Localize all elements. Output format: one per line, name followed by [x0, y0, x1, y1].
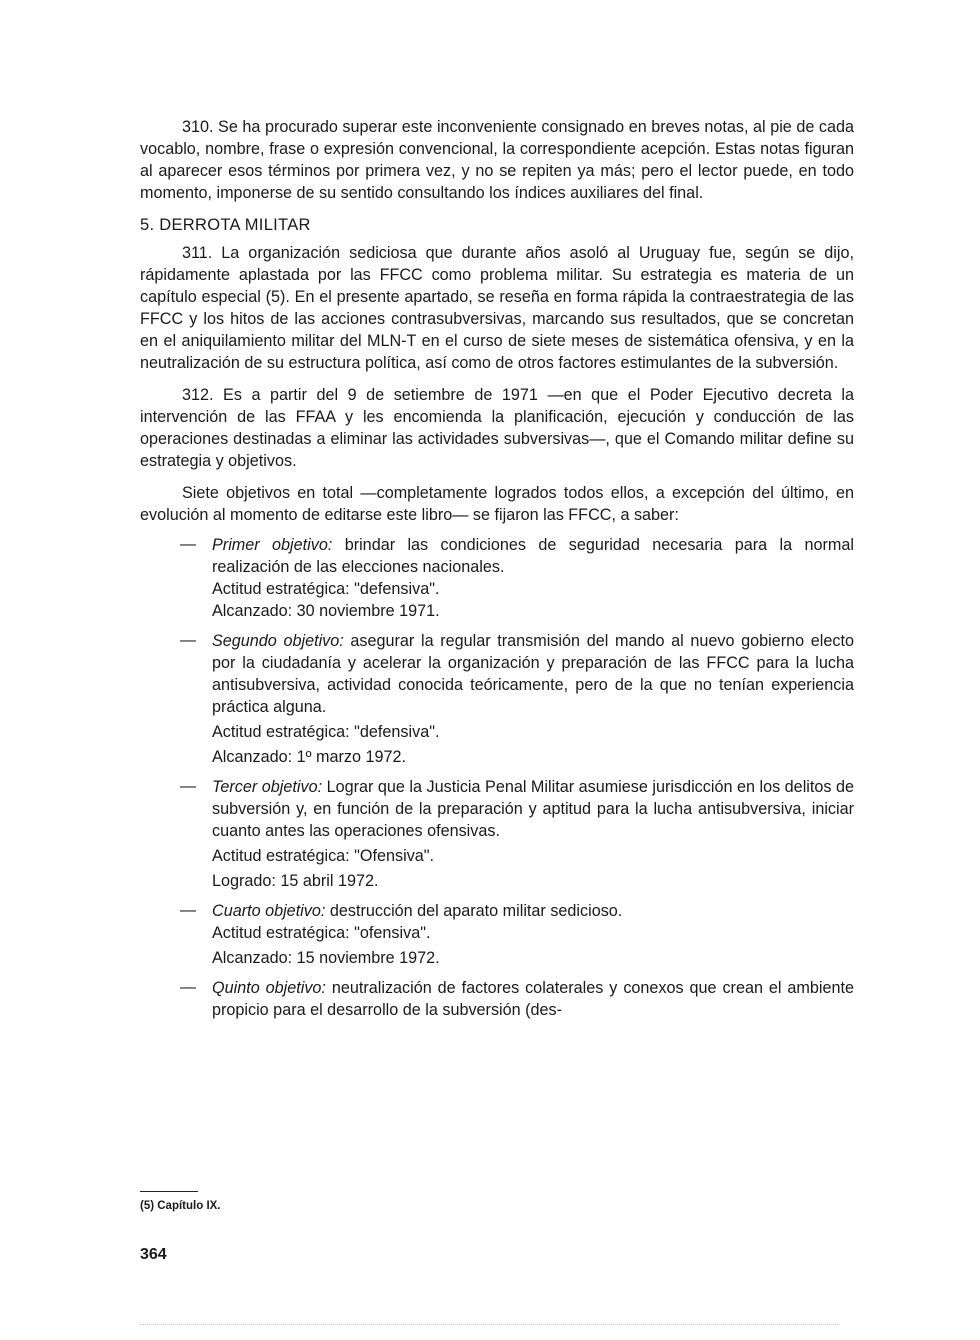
footnote-divider [140, 1191, 198, 1192]
page-number: 364 [140, 1246, 167, 1263]
objective-text: asegurar la regular transmisión del mando al nuevo gobierno electo por la ciudadanía y acelerar la organización y preparación de las FFCC para la lucha antisubversiva, actividad conocida teóricamente, pero de la que no tenían experiencia práctica alguna. [212, 632, 854, 716]
dash-marker: — [180, 778, 196, 795]
objective-item-4 [140, 900, 854, 969]
dash-marker: — [180, 902, 196, 919]
objectives-intro: Siete objetivos en total —completamente logrados todos ellos, a excepción del último, en evolución al momento de editarse este libro— se fijaron las FFCC, a saber: [140, 484, 854, 524]
objective-text: Lograr que la Justicia Penal Militar asumiese jurisdicción en los delitos de subversión y, en función de la preparación y aptitud para la lucha antisubversiva, iniciar cuanto antes las operaciones ofensivas. [212, 778, 854, 840]
objective-label: Primer objetivo: [212, 536, 333, 554]
objective-item-2 [140, 630, 854, 768]
objective-label: Tercer objetivo: [212, 778, 323, 796]
objective-label: Segundo objetivo: [212, 632, 344, 650]
objective-label: Quinto objetivo: [212, 979, 326, 997]
objective-status: Alcanzado: 1º marzo 1972. [212, 748, 406, 766]
objective-attitude: Actitud estratégica: "defensiva". [212, 723, 440, 741]
objective-text: brindar las condiciones de seguridad necesaria para la normal realización de las elecciones nacionales. [212, 536, 854, 576]
objective-attitude: Actitud estratégica: "ofensiva". [212, 924, 431, 942]
objective-item-5 [140, 977, 854, 1021]
objective-status: Alcanzado: 15 noviembre 1972. [212, 949, 440, 967]
objective-item-3 [140, 776, 854, 892]
scan-artifact-line [140, 1324, 840, 1325]
dash-marker: — [180, 979, 196, 996]
objective-label: Cuarto objetivo: [212, 902, 326, 920]
footnote: (5) Capítulo IX. [140, 1200, 221, 1212]
objective-attitude: Actitud estratégica: "defensiva". [212, 580, 440, 598]
objective-item-1 [140, 534, 854, 622]
paragraph-310: 310. Se ha procurado superar este inconveniente consignado en breves notas, al pie de cada vocablo, nombre, frase o expresión convencional, la correspondiente acepción. Estas notas figuran al aparecer esos términos por primera vez, y no se repiten ya más; pero el lector puede, en todo momento, imponerse de su sentido consultando los índices auxiliares del final. [140, 118, 854, 202]
paragraph-312: 312. Es a partir del 9 de setiembre de 1971 —en que el Poder Ejecutivo decreta la intervención de las FFAA y les encomienda la planificación, ejecución y conducción de las operaciones destinadas a eliminar las actividades subversivas—, que el Comando militar define su estrategia y objetivos. [140, 386, 854, 470]
objective-attitude: Actitud estratégica: "Ofensiva". [212, 847, 435, 865]
dash-marker: — [180, 632, 196, 649]
objective-status: Alcanzado: 30 noviembre 1971. [212, 602, 440, 620]
objective-status: Logrado: 15 abril 1972. [212, 872, 379, 890]
objective-text: neutralización de factores colaterales y conexos que crean el ambiente propicio para el desarrollo de la subversión (des- [212, 979, 855, 1019]
page-body [140, 116, 854, 1021]
paragraph-311: 311. La organización sediciosa que durante años asoló al Uruguay fue, según se dijo, rápidamente aplastada por las FFCC como problema militar. Su estrategia es materia de un capítulo especial (5). En el presente apartado, se reseña en forma rápida la contraestrategia de las FFCC y los hitos de las acciones contrasubversivas, marcando sus resultados, que se concretan en el aniquilamiento militar del MLN-T en el curso de siete meses de sistemática ofensiva, y en la neutralización de su estructura política, así como de otros factores estimulantes de la subversión. [140, 244, 854, 372]
section-heading: 5. DERROTA MILITAR [140, 216, 311, 234]
dash-marker: — [180, 536, 196, 553]
objective-text: destrucción del aparato militar sedicioso. [325, 902, 623, 920]
